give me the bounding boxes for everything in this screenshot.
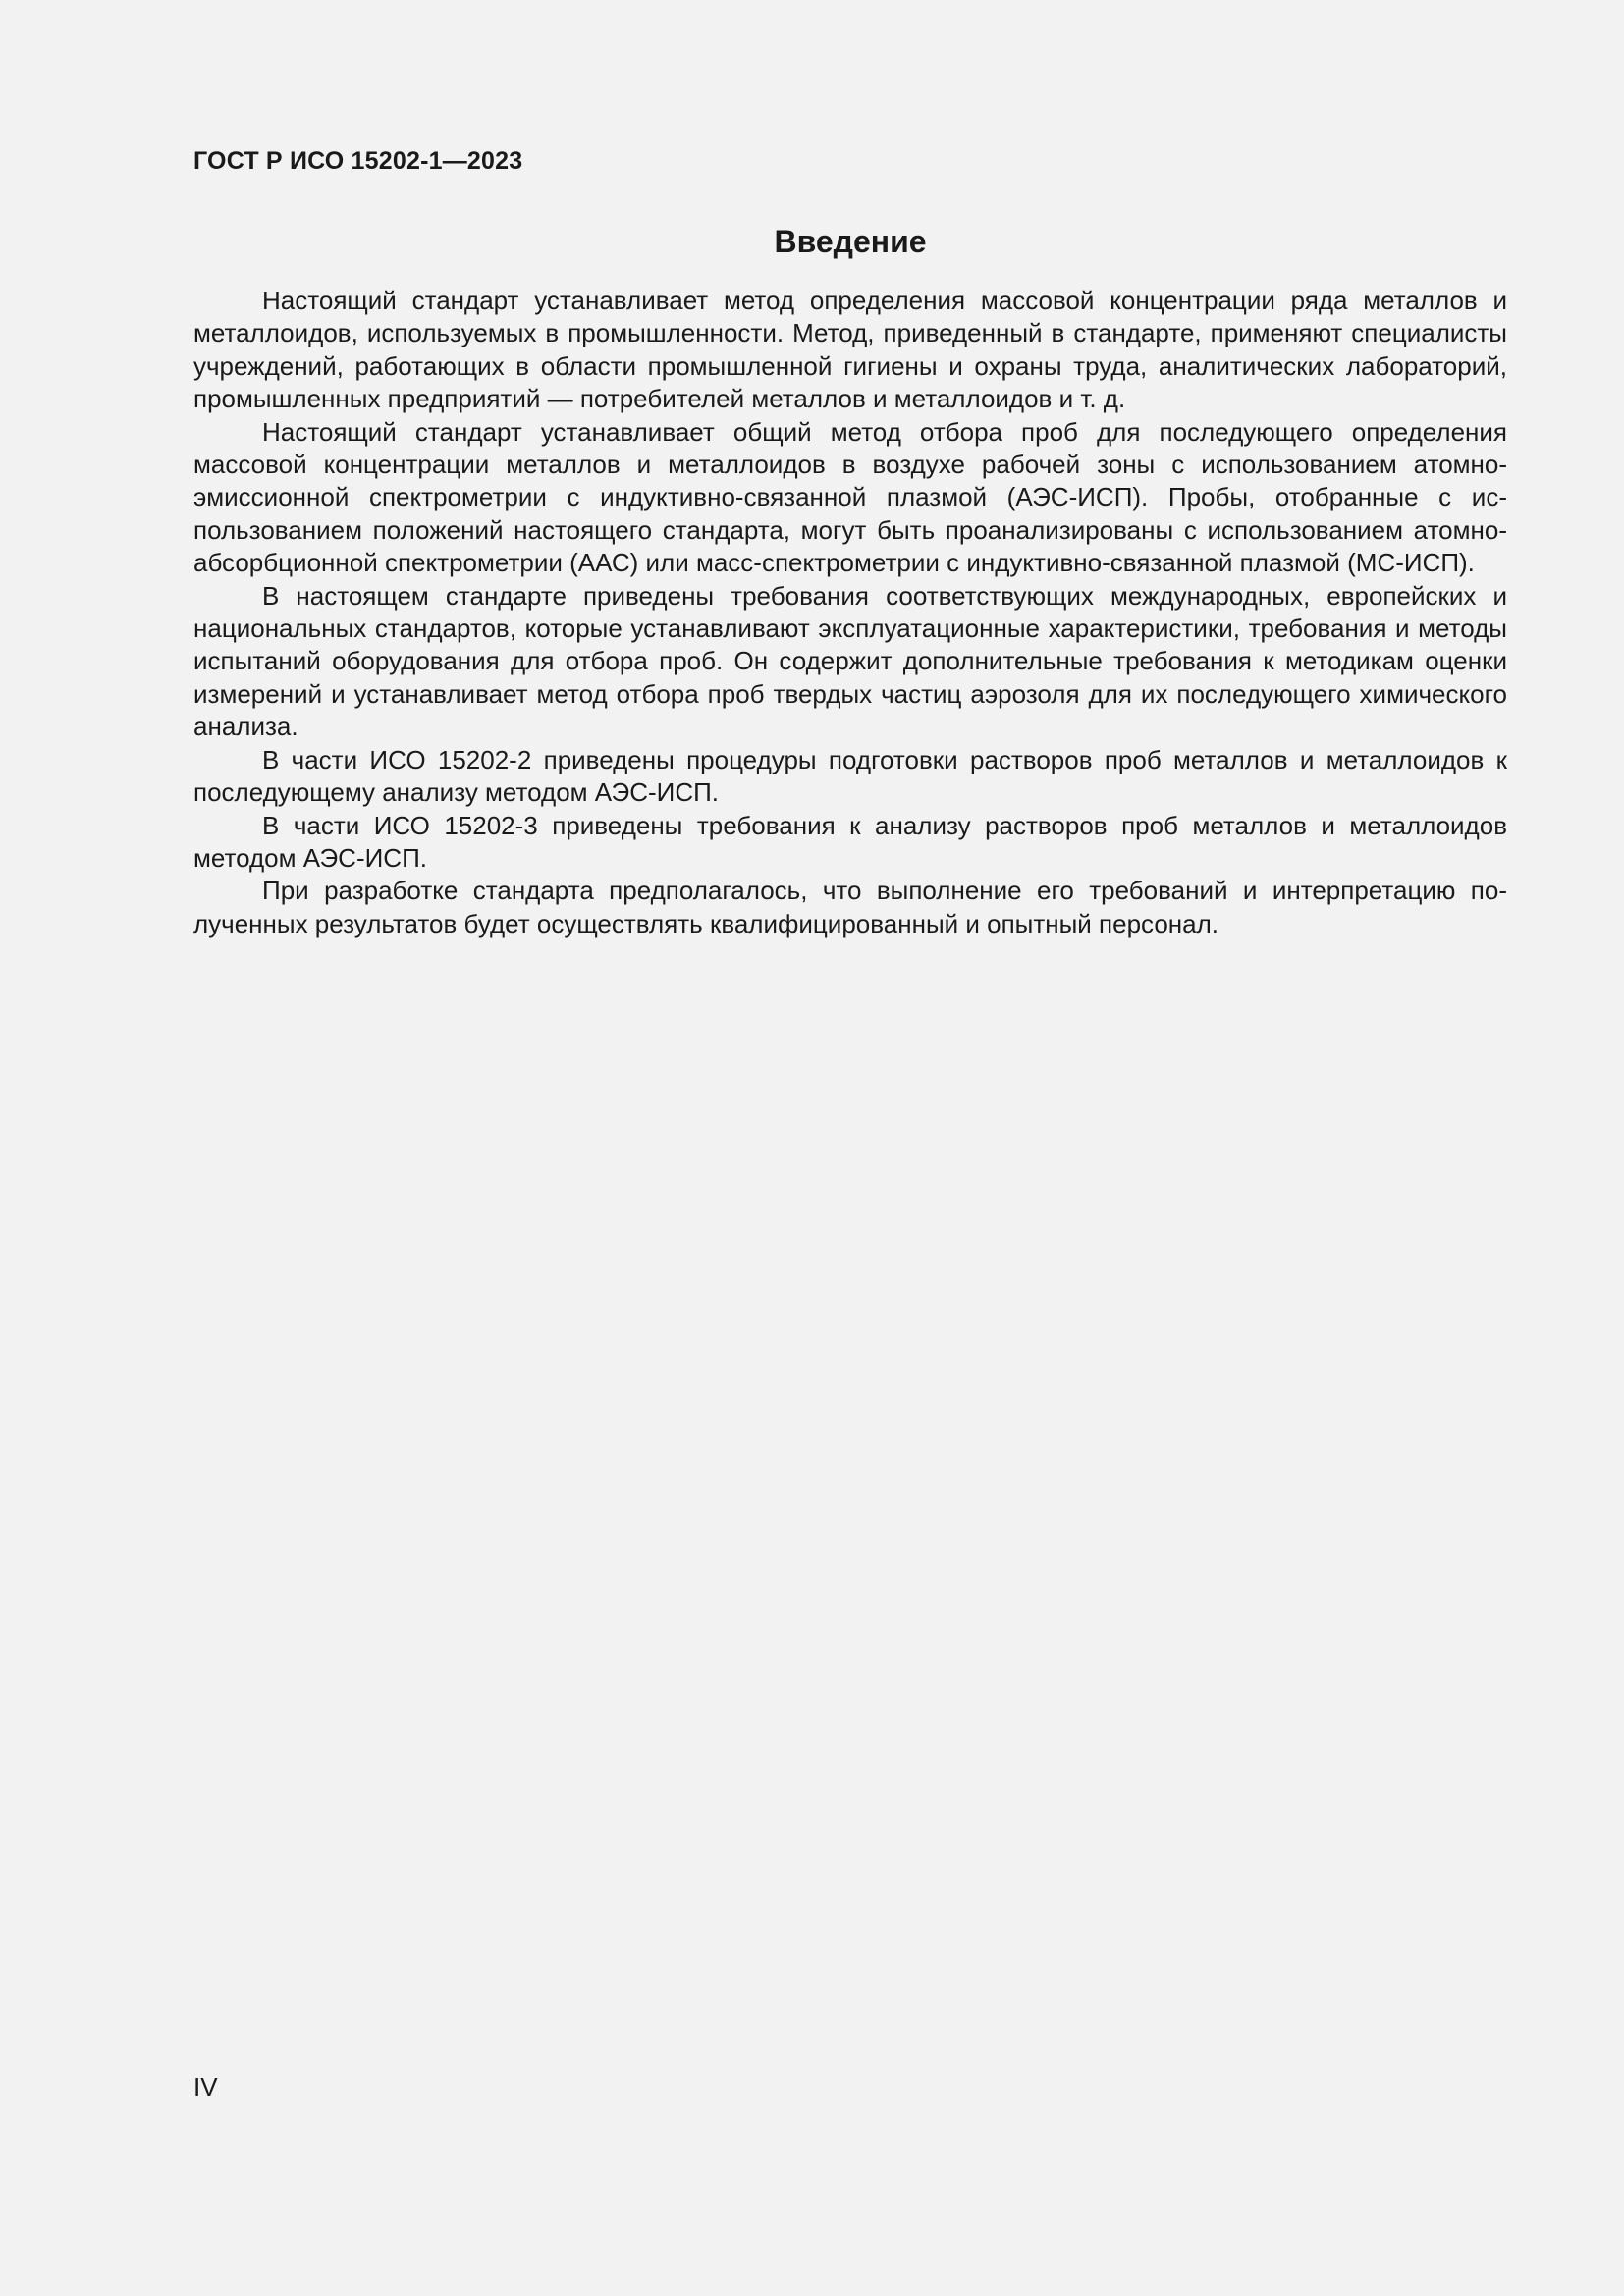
paragraph-5: В части ИСО 15202-3 приведены требования к анализу растворов проб металлов и металлоидов методом АЭС-ИСП. (193, 810, 1507, 873)
paragraph-2: Настоящий стандарт устанавливает общий метод отбора проб для последующего определения массовой концентрации металлов и металлоидов в воздухе рабочей зоны с использованием атомно-эмиссионной спектрометрии с индуктивно-связанной плазмой (АЭС-ИСП). Пробы, отобранные с использованием положений настоящего стандарта, могут быть проанализированы с использованием атомно-абсорбционной спектрометрии (ААС) или масс-спектрометрии с индуктивно-связанной плазмой (МС-ИСП). (193, 416, 1507, 578)
paragraph-1: Настоящий стандарт устанавливает метод определения массовой концентрации ряда металлов и металлоидов, используемых в промышленности. Метод, приведенный в стандарте, применяют специалисты учреждений, работающих в области промышленной гигиены и охраны труда, аналитических лабораторий, промышленных предприятий — потребителей металлов и металлоидов и т. д. (193, 286, 1507, 414)
document-header: ГОСТ Р ИСО 15202-1—2023 (193, 147, 523, 175)
page-number: IV (193, 2072, 218, 2102)
paragraph-4: В части ИСО 15202-2 приведены процедуры подготовки растворов проб металлов и металлоидов к последующему анализу методом АЭС-ИСП. (193, 744, 1507, 808)
section-title: Введение (774, 224, 927, 259)
paragraph-6: При разработке стандарта предполагалось, что выполнение его требований и интерпретацию полученных результатов будет осуществлять квалифицированный и опытный персонал. (193, 876, 1507, 938)
paragraph-3: В настоящем стандарте приведены требования соответствующих международных, европейских и национальных стандартов, которые устанавливают эксплуатационные характеристики, требования и методы испытаний оборудования для отбора проб. Он содержит дополнительные требования к методикам оценки измерений и устанавливает метод отбора проб твердых частиц аэрозоля для их последующего химического анализа. (193, 580, 1507, 742)
body-text (193, 285, 1507, 940)
